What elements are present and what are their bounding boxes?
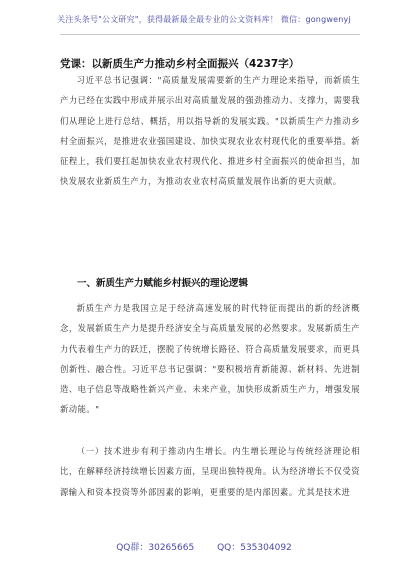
paragraph-technology: （一）技术进步有利于推动内生增长。内生增长理论与传统经济理论相比，在解释经济持续增长因素方面，呈现出独特视角。认为经济增长不仅受资源输入和资本投资等外部因素的影响，更重要的是内部因素。尤其是技术进 xyxy=(60,446,360,497)
header-divider xyxy=(60,34,360,35)
footer-contact: QQ群：30265665 QQ：535304092 xyxy=(116,543,292,553)
document-title: 党课：以新质生产力推动乡村全面振兴（4237字） xyxy=(60,58,300,70)
paragraph-intro: 习近平总书记强调："高质量发展需要新的生产力理论来指导，而新质生产力已经在实践中形成并展示出对高质量发展的强劲推动力、支撑力，需要我们从理论上进行总结、概括，用以指导新的发展实践。"以新质生产力推动乡村全面振兴，是推进农业强国建设、加快实现农业农村现代化的重要举措。新征程上，我们要扛起加快农业农村现代化、推进乡村全面振兴的使命担当，加快发展农业新质生产力，为推动农业农村高质量发展作出新的更大贡献。 xyxy=(60,75,360,187)
paragraph-theory: 新质生产力是我国立足于经济高速发展的时代特征而提出的新的经济概念，发展新质生产力是提升经济安全与高质量发展的必然要求。发展新质生产力代表着生产力的跃迁，摆脱了传统增长路径、符合高质量发展要求，而更具创新性、融合性。习近平总书记强调："要积极培育新能源、新材料、先进制造、电子信息等战略性新兴产业、未来产业，加快形成新质生产力，增强发展新动能。" xyxy=(60,303,360,415)
header-banner: 关注头条号"公文研究"，获得最新最全最专业的公文资料库！ 微信：gongwenyj xyxy=(57,15,351,24)
section-heading: 一、新质生产力赋能乡村振兴的理论逻辑 xyxy=(77,278,249,289)
